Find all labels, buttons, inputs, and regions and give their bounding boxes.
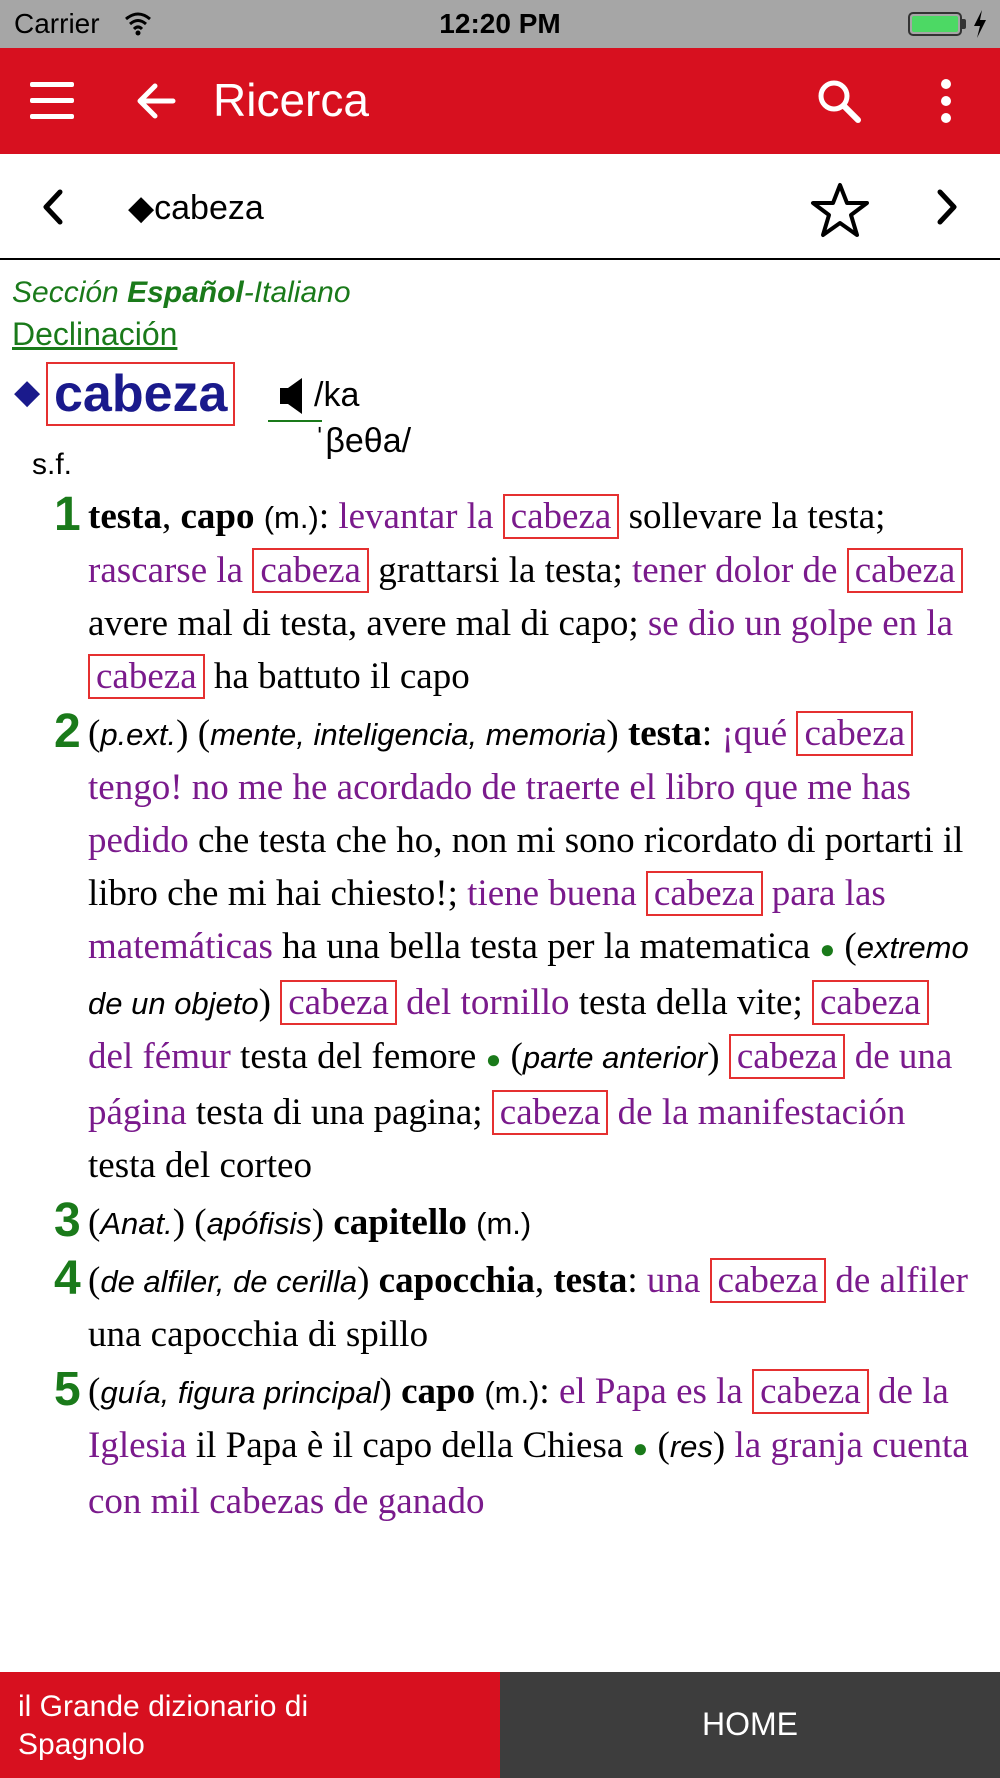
bullet-dot-icon: ● [485,1045,502,1074]
translation: testa [627,713,702,754]
battery-icon [908,12,962,36]
sense-number: 2 [54,705,81,758]
grammar-label: (m.) [476,1206,532,1241]
headword: cabeza [46,362,235,426]
word-navigation-bar [0,154,1000,260]
usage-label: parte anterior [522,1040,708,1075]
usage-label: Anat. [100,1206,173,1241]
example: del fémur [88,1036,231,1077]
carrier-label: Carrier [14,8,100,39]
dictionary-title-line1: il Grande dizionario di [18,1690,309,1723]
back-arrow-icon[interactable] [135,80,177,122]
star-icon[interactable] [810,182,870,238]
translation: capo [401,1371,476,1412]
sense-2: 2 (p.ext.) (mente, inteligencia, memoria) testa: ¡qué cabeza tengo! no me he acordado de traerte el libro que me has pedido che testa che ho, non mi sono ricordato di portarti il libro che mi hai chiesto!; tiene buena cabeza para las matemáticas ha una bella testa per la matematica ● (extremo de un objeto) cabeza del tornillo testa della vite; cabeza del fémur testa del femore ● (parte anterior) cabeza de una página testa di una pagina; cabeza de la manifestación testa del corteo [54,705,969,1186]
highlight-match: cabeza [88,654,205,699]
translation: capocchia [378,1260,535,1301]
highlight-match: cabeza [252,548,369,593]
sense-number: 5 [54,1363,81,1416]
highlight-match: cabeza [646,871,763,916]
translation: testa [88,496,162,537]
menu-icon[interactable] [30,82,74,120]
declension-link[interactable]: Declinación [12,316,178,352]
dictionary-title-line2: Spagnolo [18,1728,145,1761]
sense-3: 3 (Anat.) (apófisis) capitello (m.) [54,1194,532,1247]
highlight-match: cabeza [729,1034,846,1079]
part-of-speech: s.f. [32,448,73,481]
grammar-label: (m.) [484,1375,540,1410]
highlight-match: cabeza [492,1090,609,1135]
page-title: Ricerca [213,74,369,126]
charging-bolt-icon [972,10,988,38]
current-word: ◆cabeza [128,189,264,227]
bullet-dot-icon: ● [819,935,836,964]
status-bar [0,0,1000,48]
usage-label: res [669,1429,713,1464]
bullet-dot-icon: ● [632,1434,649,1463]
example: rascarse la [88,550,253,591]
senses-list [0,490,1000,1532]
translation: capitello [333,1202,467,1243]
dictionary-title-tab[interactable] [0,1672,500,1778]
highlight-match: cabeza [752,1369,869,1414]
chevron-left-icon[interactable] [36,188,70,226]
section-label: Sección Español-Italiano [12,276,351,309]
highlight-match: cabeza [847,548,964,593]
grammar-label: (m.) [263,500,319,535]
diamond-icon: ◆ [14,373,41,411]
example: se dio un golpe en la [647,603,954,644]
example: de la manifestación [608,1092,906,1133]
example: tiene buena [467,873,646,914]
usage-label: extremo de un objeto [88,930,969,1021]
example: para las matemáticas [88,873,886,967]
pronunciation: /kaˈβeθa/ [314,376,412,460]
highlight-match: cabeza [796,711,913,756]
search-icon[interactable] [816,78,862,124]
home-button[interactable] [500,1672,1000,1778]
usage-label: mente, inteligencia, memoria [210,717,607,752]
example: tengo! no me he acordado de traerte el libro que me has pedido [88,767,911,861]
example: levantar la [338,496,503,537]
app-toolbar [0,48,1000,154]
chevron-right-icon[interactable] [930,188,964,226]
example: el Papa es la [558,1371,753,1412]
clock: 12:20 PM [439,8,561,39]
translation: testa [553,1260,628,1301]
more-vert-icon[interactable] [930,78,962,124]
highlight-match: cabeza [280,980,397,1025]
usage-label: guía, figura principal [100,1375,380,1410]
battery-tip [962,19,966,29]
highlight-match: cabeza [503,494,620,539]
example: tener dolor de [631,550,847,591]
example: una [646,1260,710,1301]
sense-number: 1 [54,488,81,541]
example: de la Iglesia [88,1371,949,1466]
example: la granja cuenta con mil cabezas de ganado [88,1425,969,1522]
example: del tornillo [396,982,570,1023]
example: de alfiler [826,1260,968,1301]
dictionary-entry [0,262,1000,1672]
sense-4: 4 (de alfiler, de cerilla) capocchia, testa: una cabeza de alfiler una capocchia di spillo [54,1252,968,1355]
highlight-match: cabeza [710,1258,827,1303]
sense-number: 3 [54,1194,81,1247]
translation: capo [180,496,255,537]
highlight-match: cabeza [812,980,929,1025]
usage-label: p.ext. [100,717,177,752]
sense-number: 4 [54,1252,81,1305]
example: ¡qué [721,713,797,754]
usage-label: apófisis [206,1206,312,1241]
home-label: HOME [702,1706,798,1742]
example: de una página [88,1036,953,1133]
usage-label: de alfiler, de cerilla [100,1264,358,1299]
sense-1: 1 testa, capo (m.): levantar la cabeza sollevare la testa; rascarse la cabeza grattarsi la testa; tener dolor de cabeza avere mal di testa, avere mal di capo; se dio un golpe en la cabeza ha battuto il capo [0,490,1000,703]
sense-5: 5 (guía, figura principal) capo (m.): el Papa es la cabeza de la Iglesia il Papa è il capo della Chiesa ● (res) la granja cuenta con mil cabezas de ganado [54,1363,969,1522]
